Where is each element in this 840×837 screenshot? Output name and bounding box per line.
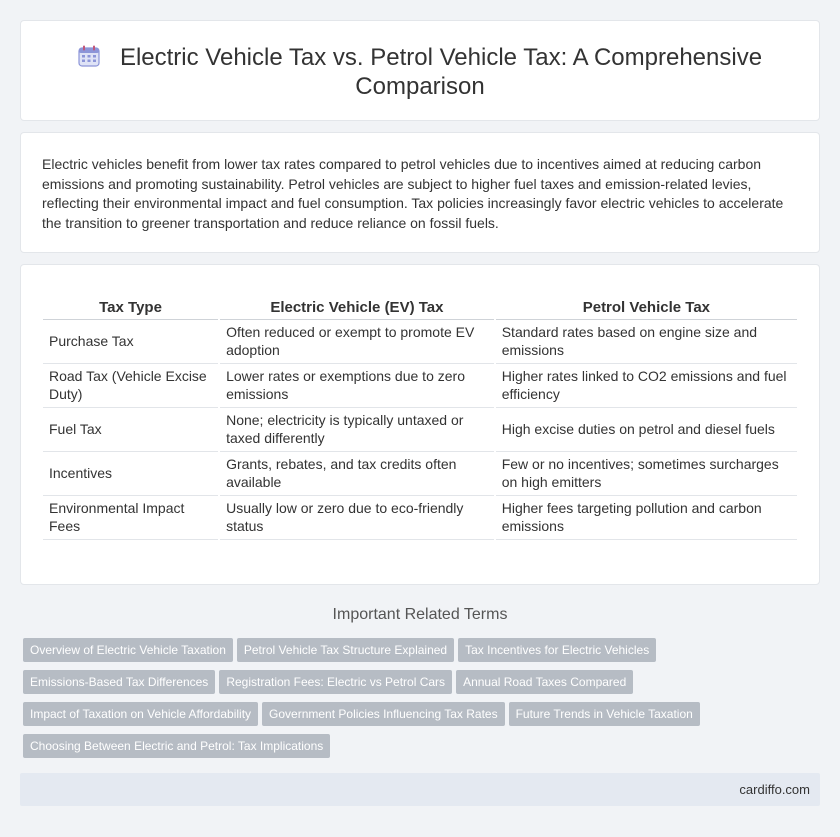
table-cell: Lower rates or exemptions due to zero emissions [220, 364, 494, 408]
related-tag[interactable]: Overview of Electric Vehicle Taxation [23, 638, 233, 662]
column-header: Petrol Vehicle Tax [496, 291, 797, 320]
related-tag[interactable]: Registration Fees: Electric vs Petrol Cars [219, 670, 452, 694]
comparison-table [41, 291, 799, 540]
table-cell: Fuel Tax [43, 408, 218, 452]
page-title-wrap [21, 43, 819, 101]
table-cell: Higher rates linked to CO2 emissions and fuel efficiency [496, 364, 797, 408]
table-cell: Incentives [43, 452, 218, 496]
related-tag[interactable]: Emissions-Based Tax Differences [23, 670, 215, 694]
related-tags [23, 638, 723, 766]
column-header: Electric Vehicle (EV) Tax [220, 291, 494, 320]
related-tag[interactable]: Future Trends in Vehicle Taxation [509, 702, 700, 726]
footer-site-link[interactable]: cardiffo.com [739, 782, 810, 797]
title-card [20, 20, 820, 121]
table-cell: Higher fees targeting pollution and carbon emissions [496, 496, 797, 540]
table-cell: Environmental Impact Fees [43, 496, 218, 540]
footer [20, 773, 820, 806]
table-card [20, 264, 820, 585]
table-cell: Often reduced or exempt to promote EV adoption [220, 320, 494, 364]
table-cell: Standard rates based on engine size and emissions [496, 320, 797, 364]
table-row [43, 452, 797, 496]
related-tag[interactable]: Choosing Between Electric and Petrol: Tax Implications [23, 734, 330, 758]
summary-card [20, 132, 820, 253]
table-cell: None; electricity is typically untaxed or taxed differently [220, 408, 494, 452]
related-tag[interactable]: Impact of Taxation on Vehicle Affordability [23, 702, 258, 726]
table-row [43, 320, 797, 364]
column-header: Tax Type [43, 291, 218, 320]
table-cell: High excise duties on petrol and diesel fuels [496, 408, 797, 452]
table-cell: Grants, rebates, and tax credits often available [220, 452, 494, 496]
table-header-row [43, 291, 797, 320]
related-tag[interactable]: Government Policies Influencing Tax Rates [262, 702, 505, 726]
page-title: Electric Vehicle Tax vs. Petrol Vehicle Tax: A Comprehensive Comparison [119, 44, 763, 100]
related-tag[interactable]: Annual Road Taxes Compared [456, 670, 633, 694]
related-tag[interactable]: Tax Incentives for Electric Vehicles [458, 638, 656, 662]
table-row [43, 496, 797, 540]
table-cell: Few or no incentives; sometimes surcharges on high emitters [496, 452, 797, 496]
table-row [43, 364, 797, 408]
related-tag[interactable]: Petrol Vehicle Tax Structure Explained [237, 638, 454, 662]
table-cell: Usually low or zero due to eco-friendly status [220, 496, 494, 540]
table-cell: Road Tax (Vehicle Excise Duty) [43, 364, 218, 408]
table-row [43, 408, 797, 452]
calendar-icon [78, 45, 100, 67]
summary-text: Electric vehicles benefit from lower tax rates compared to petrol vehicles due to incentives aimed at reducing carbon emissions and promoting sustainability. Petrol vehicles are subject to higher fuel taxes and emission-related levies, reflecting their environmental impact and fuel consumption. Tax policies increasingly favor electric vehicles to accelerate the transition to greener transportation and reduce reliance on fossil fuels. [42, 156, 784, 231]
related-terms-title: Important Related Terms [332, 606, 508, 623]
table-cell: Purchase Tax [43, 320, 218, 364]
